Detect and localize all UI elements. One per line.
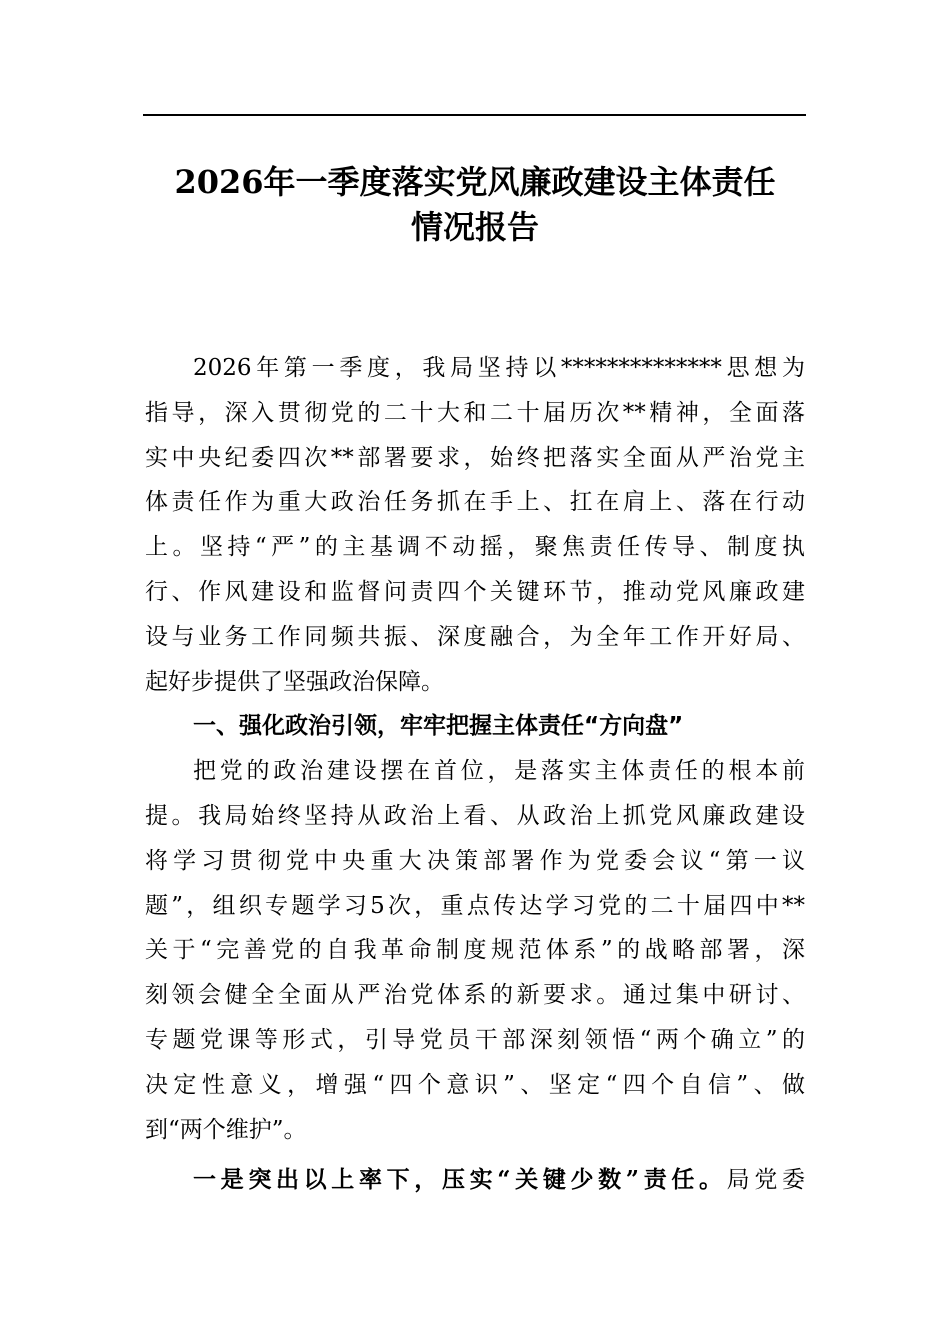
point-heading: 一是突出以上率下，压实“关键少数”责任。 — [193, 1166, 727, 1194]
document-body — [145, 346, 805, 1203]
text-line: 专题党课等形式，引导党员干部深刻领悟“两个确立”的 — [145, 1026, 805, 1053]
text-line: 上。坚持“严”的主基调不动摇，聚焦责任传导、制度执 — [145, 534, 805, 561]
text-line: 2026年第一季度，我局坚持以**************思想为 — [193, 355, 805, 381]
text-line: 设与业务工作同频共振、深度融合，为全年工作开好局、 — [145, 623, 805, 650]
text-line: 起好步提供了坚强政治保障。 — [145, 668, 444, 695]
text-line: 将学习贯彻党中央重大决策部署作为党委会议“第一议 — [145, 847, 805, 874]
header-rule — [143, 114, 806, 116]
section-heading: 一、强化政治引领，牢牢把握主体责任“方向盘” — [193, 713, 684, 740]
text-line: 题”，组织专题学习5次，重点传达学习党的二十届四中** — [145, 892, 805, 919]
text-line: 把党的政治建设摆在首位，是落实主体责任的根本前 — [193, 758, 805, 785]
text-line: 到“两个维护”。 — [145, 1116, 307, 1143]
document-title-line-1: 2026年一季度落实党风廉政建设主体责任 — [174, 163, 776, 201]
section1-paragraph — [145, 749, 805, 1152]
text-line: 刻领会健全全面从严治党体系的新要求。通过集中研讨、 — [145, 982, 805, 1009]
text-line: 实中央纪委四次**部署要求，始终把落实全面从严治党主 — [145, 444, 805, 471]
text-line: 决定性意义，增强“四个意识”、坚定“四个自信”、做 — [145, 1071, 805, 1098]
text-line: 体责任作为重大政治任务抓在手上、扛在肩上、落在行动 — [145, 489, 805, 516]
text-line: 指导，深入贯彻党的二十大和二十届历次**精神，全面落 — [145, 399, 805, 426]
point-paragraph — [145, 1158, 805, 1203]
document-title-line-2: 情况报告 — [410, 208, 539, 246]
text-line: 提。我局始终坚持从政治上看、从政治上抓党风廉政建设 — [145, 802, 805, 829]
point-text: 局党委 — [726, 1167, 805, 1194]
text-line: 行、作风建设和监督问责四个关键环节，推动党风廉政建 — [145, 578, 805, 605]
intro-paragraph — [145, 346, 805, 704]
text-line: 关于“完善党的自我革命制度规范体系”的战略部署，深 — [145, 937, 805, 964]
